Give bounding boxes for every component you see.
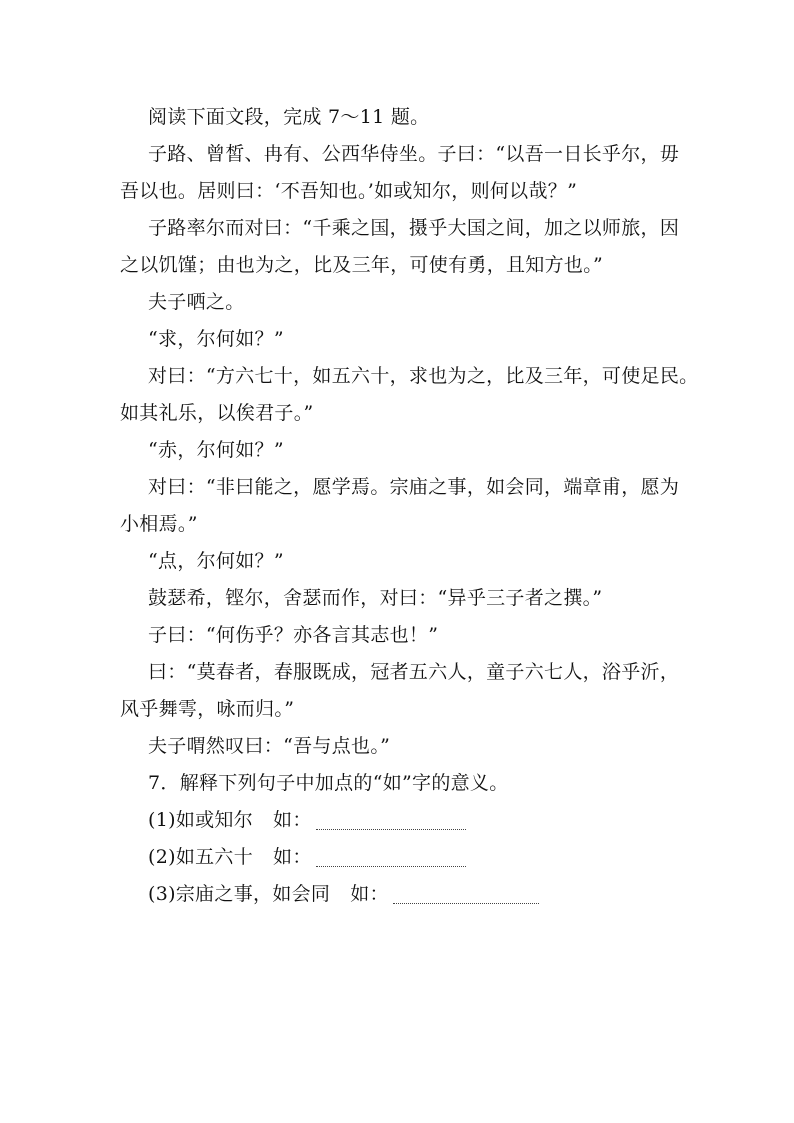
instruction-line: 阅读下面文段，完成 7～11 题。 xyxy=(148,106,430,128)
passage-line: “赤，尔何如？” xyxy=(148,439,284,461)
answer-blank[interactable] xyxy=(316,846,466,867)
answer-blank[interactable] xyxy=(316,809,466,830)
item-label: 如： xyxy=(273,846,312,868)
item-text: (3)宗庙之事，如会同 xyxy=(148,883,331,905)
passage-line: 对曰：“非曰能之，愿学焉。宗庙之事，如会同，端章甫，愿为 xyxy=(148,476,680,498)
passage-line: 如其礼乐，以俟君子。” xyxy=(120,402,314,424)
passage-line: “求，尔何如？” xyxy=(148,328,284,350)
passage-line: “点，尔何如？” xyxy=(148,550,284,572)
passage-line: 之以饥馑；由也为之，比及三年，可使有勇，且知方也。” xyxy=(120,254,604,276)
passage-line: 子路、曾皙、冉有、公西华侍坐。子曰：“以吾一日长乎尔，毋 xyxy=(148,143,680,165)
item-text: (1)如或知尔 xyxy=(148,809,254,831)
passage-line: 夫子喟然叹曰：“吾与点也。” xyxy=(148,735,391,757)
passage-line: 曰：“莫春者，春服既成，冠者五六人，童子六七人，浴乎沂， xyxy=(148,661,680,683)
passage-body xyxy=(120,99,699,913)
question-7: 7．解释下列句子中加点的“如”字的意义。 xyxy=(148,772,509,794)
passage-line: 风乎舞雩，咏而归。” xyxy=(120,698,295,720)
item-text: (2)如五六十 xyxy=(148,846,254,868)
passage-line: 吾以也。居则曰：‘不吾知也。’如或知尔，则何以哉？” xyxy=(120,180,578,202)
passage-line: 鼓瑟希，铿尔，舍瑟而作，对曰：“异乎三子者之撰。” xyxy=(148,587,603,609)
answer-blank[interactable] xyxy=(393,883,539,904)
passage-line: 子曰：“何伤乎？亦各言其志也！” xyxy=(148,624,439,646)
passage-line: 夫子哂之。 xyxy=(148,291,245,313)
answer-item-3 xyxy=(120,876,680,913)
answer-item-2 xyxy=(120,839,680,876)
item-label: 如： xyxy=(273,809,312,831)
passage-line: 子路率尔而对曰：“千乘之国，摄乎大国之间，加之以师旅，因 xyxy=(148,217,680,239)
passage-line: 小相焉。” xyxy=(120,513,198,535)
answer-item-1 xyxy=(120,802,680,839)
item-label: 如： xyxy=(350,883,389,905)
passage-line: 对曰：“方六七十，如五六十，求也为之，比及三年，可使足民。 xyxy=(148,365,699,387)
